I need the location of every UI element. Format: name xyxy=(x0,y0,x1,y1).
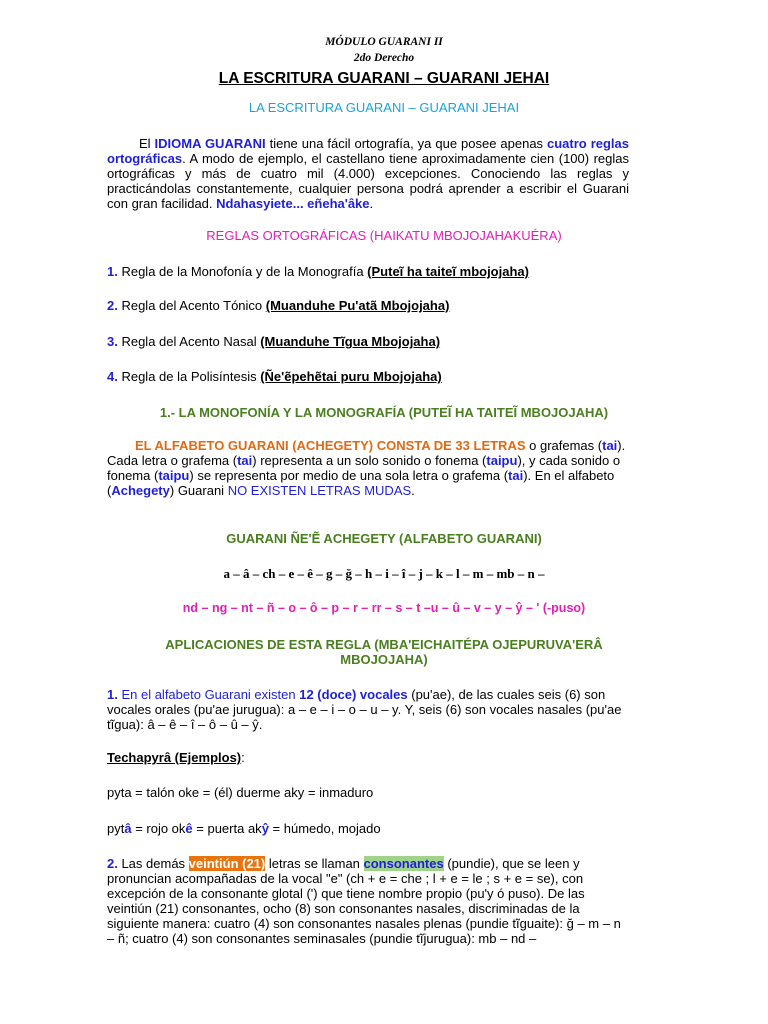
no-existen-letras: NO EXISTEN LETRAS MUDAS xyxy=(227,483,412,498)
regla-text: Regla del Acento Tónico xyxy=(117,298,266,313)
aplicacion-text: Las demás xyxy=(117,856,189,871)
regla-number: 4. xyxy=(107,369,118,384)
example-line-2 xyxy=(107,821,629,836)
regla-number: 1. xyxy=(107,264,118,279)
intro-text: El xyxy=(139,136,155,151)
alfabeto-lead: EL ALFABETO GUARANI (ACHEGETY) CONSTA DE 33 LETRAS xyxy=(135,438,526,453)
intro-text: . xyxy=(369,196,374,211)
example-text: = puerta ak xyxy=(192,821,262,836)
ejemplos-title: Techapyrâ (Ejemplos) xyxy=(107,750,242,765)
intro-text: tiene una fácil ortografía, ya que posee apenas xyxy=(265,136,548,151)
module-label: MÓDULO GUARANI II xyxy=(325,36,443,48)
alfabeto-text: ). Cada letra o grafema ( xyxy=(107,438,626,468)
regla-item-3 xyxy=(107,334,629,349)
alfabeto-text: . xyxy=(411,483,415,498)
achegety-term: Achegety xyxy=(111,483,170,498)
main-title: LA ESCRITURA GUARANI – GUARANI JEHAI xyxy=(218,70,550,87)
alfabeto-text: o grafemas ( xyxy=(525,438,603,453)
ejemplos-colon: : xyxy=(241,750,245,765)
nasal-vowel: ê xyxy=(185,821,193,836)
alphabet-line-1: a – â – ch – e – ê – g – ğ – h – i – î – j – k – l – m – mb – n – xyxy=(223,566,545,581)
aplicacion-text: letras se llaman xyxy=(265,856,364,871)
tai-term: tai xyxy=(602,438,618,453)
aplicacion-text: En el alfabeto Guarani existen xyxy=(117,687,300,702)
section1-heading: 1.- LA MONOFONÍA Y LA MONOGRAFÍA (PUTEĨ HA TAITEĨ MBOJOJAHA) xyxy=(159,405,609,420)
aplicacion-text: (pundie), que se leen y pronuncian acompañadas de la vocal "e" (ch + e = che ; l + e = le ; s + e = se), con excepción de la consonante glotal (') que tiene nombre propio (pu'y ó puso). De las veintiún (21) consonantes, ocho (8) son consonantes nasales, discriminadas de la siguiente manera: cuatro (4) son consonantes nasales plenas (pundie tĩguaite): ğ – m – n – ñ; cuatro (4) son consonantes seminasales (pundie tĩjurugua): mb – nd – xyxy=(107,856,621,946)
course-label: 2do Derecho xyxy=(353,52,415,64)
aplicacion-number: 2. xyxy=(107,856,118,871)
intro-paragraph xyxy=(107,136,629,211)
aplicacion-1-paragraph xyxy=(107,687,629,732)
ndahasyiete: Ndahasyiete... eñeha'âke xyxy=(216,196,370,211)
tai-term: tai xyxy=(508,468,524,483)
regla-guarani: (Muanduhe Pu'atã Mbojojaha) xyxy=(265,298,450,313)
cuatro-reglas: cuatro reglas ortográficas xyxy=(107,136,630,166)
doce-vocales: 12 (doce) vocales xyxy=(299,687,408,702)
veintiun-highlight: veintiún (21) xyxy=(188,856,266,871)
alfabeto-heading: GUARANI ÑE'Ẽ ACHEGETY (ALFABETO GUARANI) xyxy=(226,531,542,546)
example-line-1: pyta = talón oke = (él) duerme aky = inmaduro xyxy=(107,785,374,800)
aplicacion-text: (pu'ae), de las cuales seis (6) son vocales orales (pu'ae jurugua): a – e – i – o – u – y. Y, seis (6) son vocales nasales (pu'ae tĩgua): â – ê – î – ô – û – ŷ. xyxy=(107,687,622,732)
aplicaciones-heading-line: APLICACIONES DE ESTA REGLA (MBA'EICHAITÉPA OJEPURUVA'ERÂ xyxy=(165,637,603,652)
taipu-term: taipu xyxy=(486,453,518,468)
example-text: = rojo ok xyxy=(131,821,186,836)
aplicaciones-heading-line: MBOJOJAHA) xyxy=(340,652,428,667)
alfabeto-text: ). En el alfabeto ( xyxy=(107,468,615,498)
regla-number: 2. xyxy=(107,298,118,313)
alfabeto-text: ), y cada sonido o fonema ( xyxy=(107,453,621,483)
regla-item-1 xyxy=(107,264,629,279)
example-text: pyt xyxy=(107,821,125,836)
nasal-vowel: â xyxy=(124,821,132,836)
regla-guarani: (Puteĩ ha taiteĩ mbojojaha) xyxy=(367,264,529,279)
regla-item-2 xyxy=(107,298,629,313)
regla-text: Regla del Acento Nasal xyxy=(117,334,261,349)
alfabeto-text: ) Guarani xyxy=(169,483,228,498)
idioma-guarani: IDIOMA GUARANI xyxy=(154,136,266,151)
taipu-term: taipu xyxy=(158,468,190,483)
reglas-heading: REGLAS ORTOGRÁFICAS (HAIKATU MBOJOJAHAKUÉRA) xyxy=(206,228,562,243)
regla-number: 3. xyxy=(107,334,118,349)
consonantes-highlight: consonantes xyxy=(363,856,444,871)
alfabeto-paragraph xyxy=(107,438,629,498)
regla-item-4 xyxy=(107,369,629,384)
alfabeto-text: ) se representa por medio de una sola letra o grafema ( xyxy=(189,468,509,483)
aplicaciones-heading xyxy=(0,637,768,667)
alfabeto-text: ) representa a un solo sonido o fonema ( xyxy=(252,453,487,468)
sub-title: LA ESCRITURA GUARANI – GUARANI JEHAI xyxy=(248,100,520,115)
regla-text: Regla de la Monofonía y de la Monografía xyxy=(117,264,368,279)
alphabet-line-2: nd – ng – nt – ñ – o – ô – p – r – rr – s – t –u – û – v – y – ŷ – ' (-puso) xyxy=(182,601,586,615)
regla-guarani: (Ñe'ẽpehẽtai puru Mbojojaha) xyxy=(260,369,442,384)
ejemplos-label xyxy=(107,750,629,765)
nasal-vowel: ŷ xyxy=(261,821,269,836)
aplicacion-2-paragraph xyxy=(107,856,629,946)
regla-guarani: (Muanduhe Tĩgua Mbojojaha) xyxy=(260,334,441,349)
tai-term: tai xyxy=(237,453,253,468)
aplicacion-number: 1. xyxy=(107,687,118,702)
example-text: = húmedo, mojado xyxy=(268,821,381,836)
intro-text: . A modo de ejemplo, el castellano tiene aproximadamente cien (100) reglas ortográficas y más de cuatro mil (4.000) excepciones. Conociendo las reglas y practicándolas constantemente, cualquier persona podrá aprender a escribir el Guarani con gran facilidad. xyxy=(107,151,629,211)
regla-text: Regla de la Polisíntesis xyxy=(117,369,261,384)
